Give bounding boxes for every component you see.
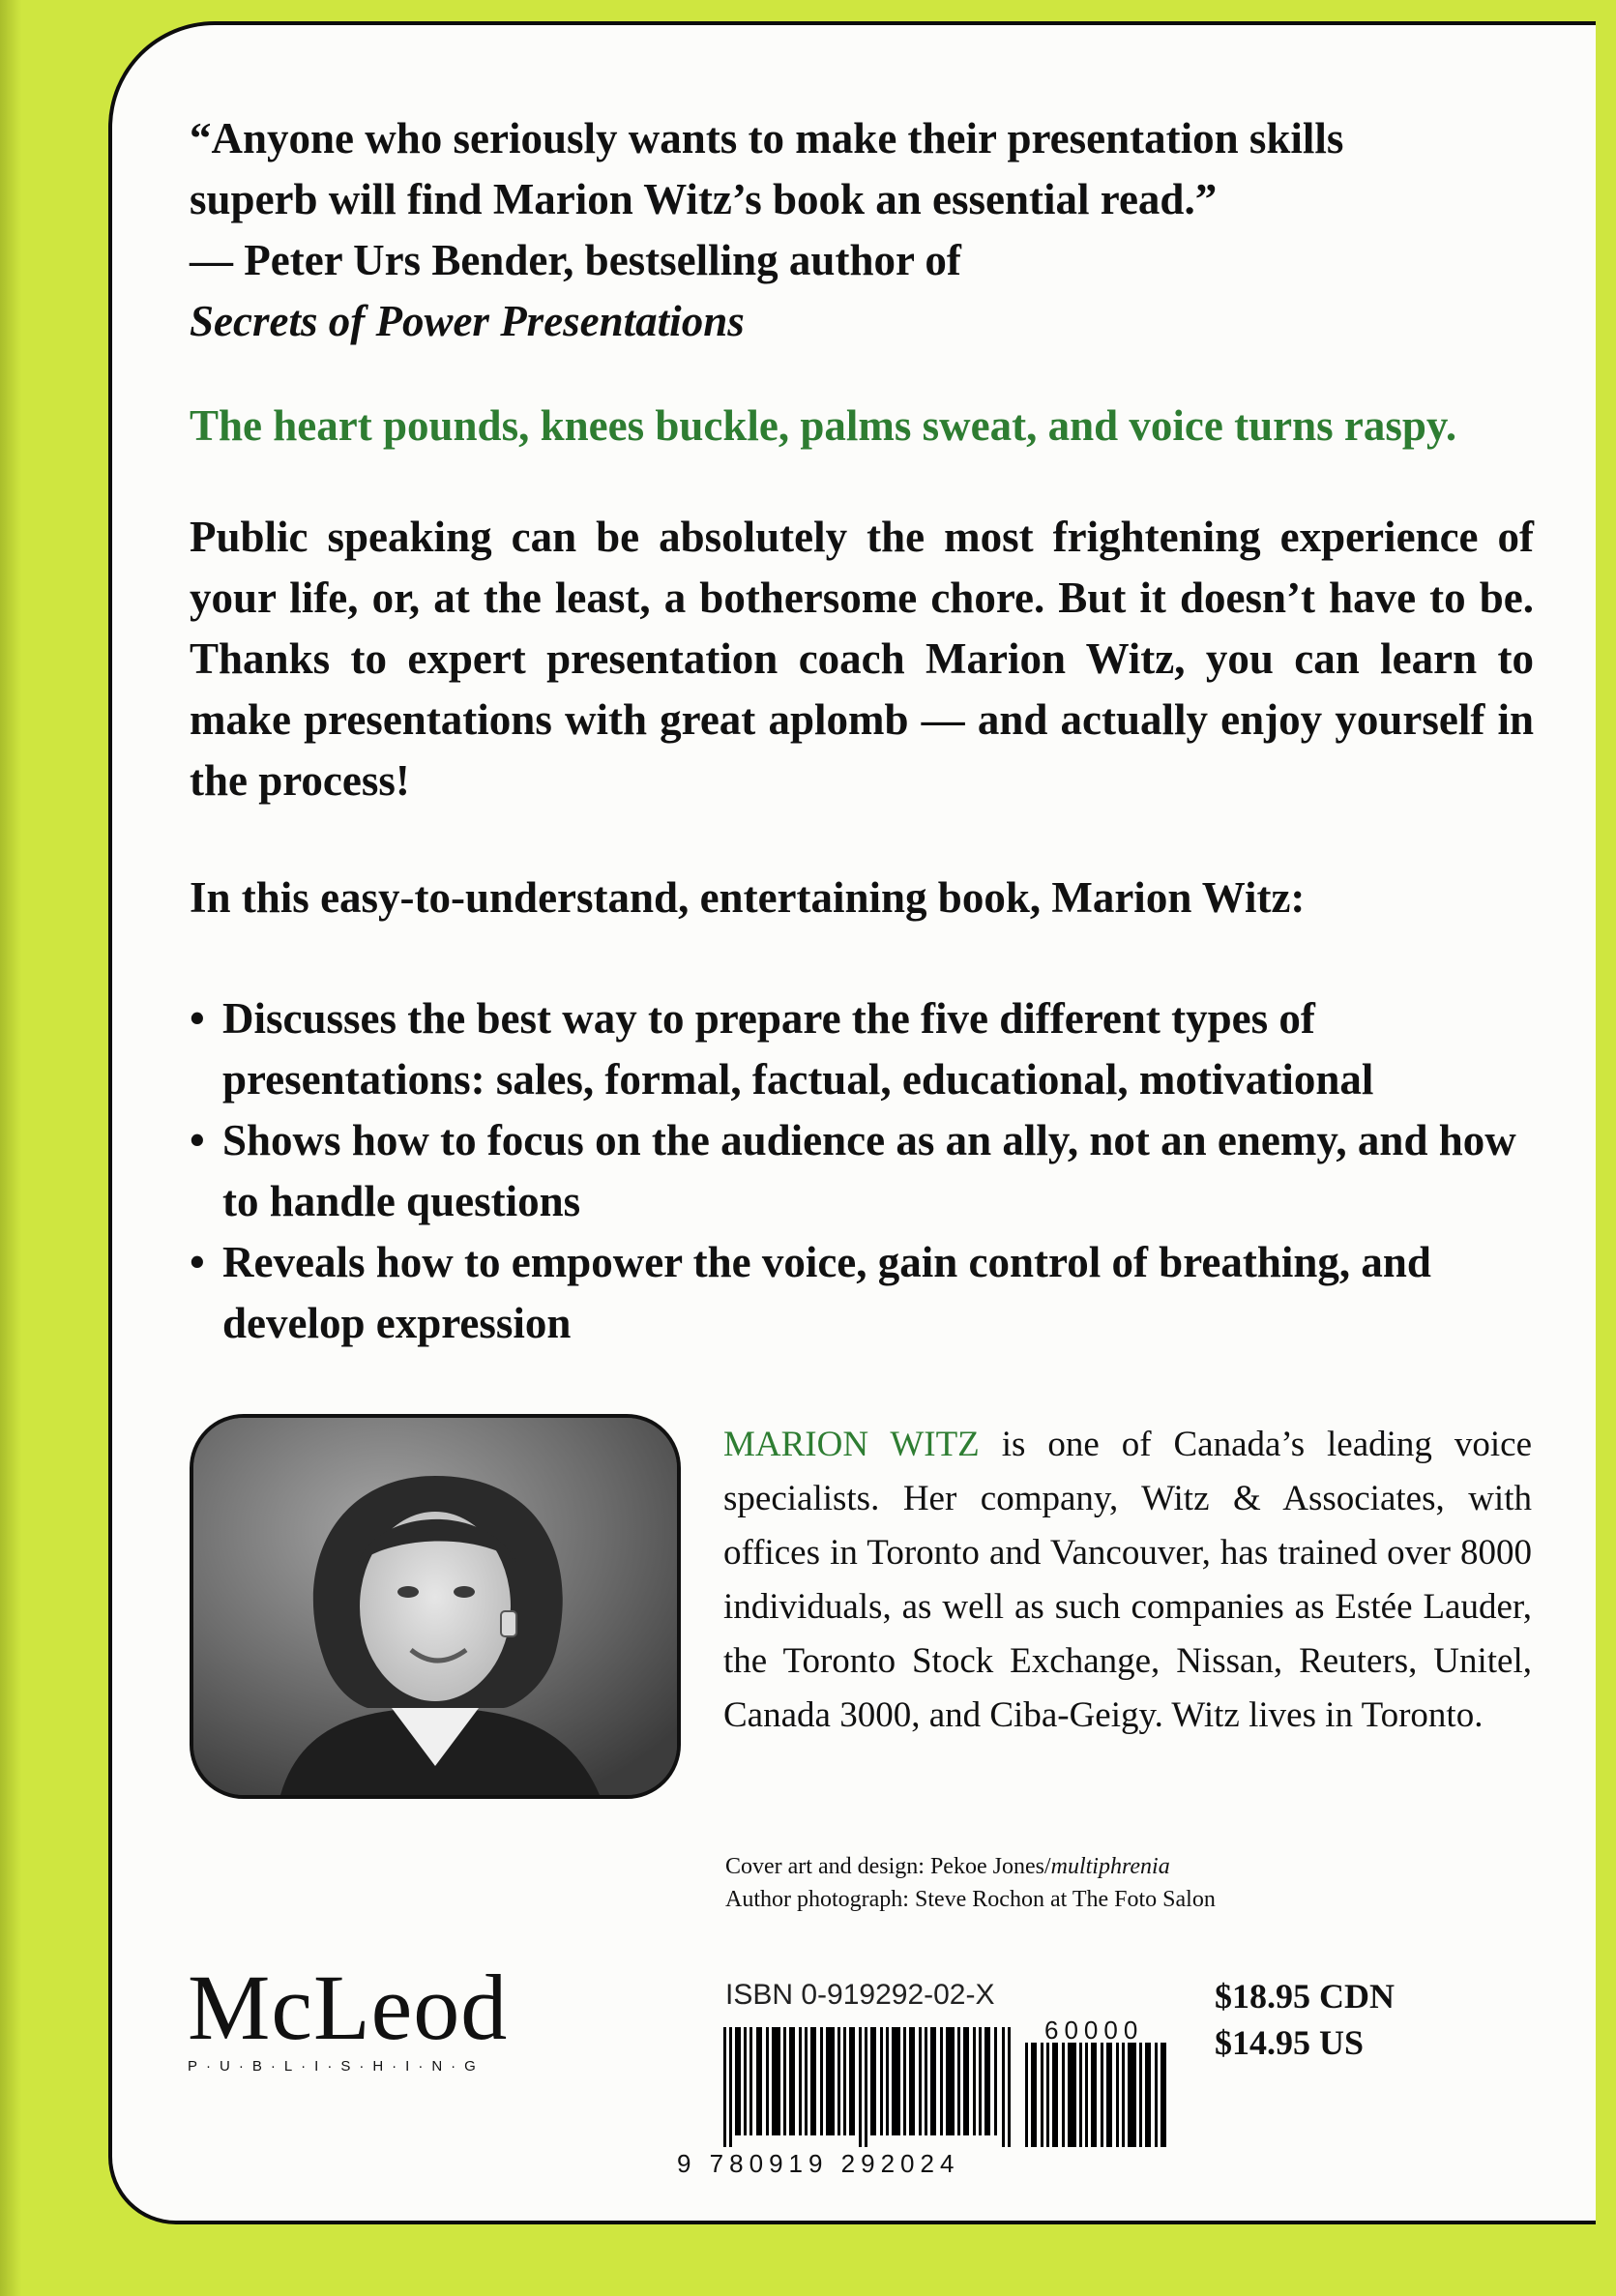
design-studio: multiphrenia bbox=[1050, 1854, 1170, 1879]
publisher-logo-wordmark: McLeod bbox=[188, 1956, 509, 2059]
price-block bbox=[1215, 1973, 1395, 2066]
addon-digits: 60000 bbox=[1044, 2016, 1144, 2045]
publisher-logo-subtitle: P·U·B·L·I·S·H·I·N·G bbox=[188, 2058, 485, 2075]
endorsement-quote bbox=[190, 108, 1524, 352]
feature-bullet: • Shows how to focus on the audience as an ally, not an enemy, and how to handle questions bbox=[190, 1110, 1543, 1232]
photo-credit: Author photograph: Steve Rochon at The Foto Salon bbox=[725, 1887, 1216, 1912]
author-portrait-illustration bbox=[193, 1418, 677, 1795]
author-bio-text: is one of Canada’s leading voice specialists. Her company, Witz & Associates, with offices in Toronto and Vancouver, has trained over 8000 individuals, as well as such companies as Estée Lauder, the Toronto Stock Exchange, Nissan, Reuters, Unitel, Canada 3000, and Ciba-Geigy. Witz lives in Toronto. bbox=[723, 1425, 1532, 1735]
publisher-logo bbox=[188, 1956, 536, 2075]
cover-edge-shadow bbox=[0, 0, 21, 2296]
quote-book-title: Secrets of Power Presentations bbox=[190, 297, 745, 345]
feature-bullet: • Discusses the best way to prepare the five different types of presentations: sales, formal, factual, educational, motivational bbox=[190, 988, 1543, 1110]
isbn-number: ISBN 0-919292-02-X bbox=[725, 1979, 995, 2011]
cover-credits bbox=[725, 1850, 1518, 1916]
price-us: $14.95 US bbox=[1215, 2023, 1365, 2062]
quote-attribution: — Peter Urs Bender, bestselling author of bbox=[190, 236, 961, 284]
intro-paragraph: Public speaking can be absolutely the most frightening experience of your life, or, at the least, a bothersome chore. But it doesn’t have to be. Thanks to expert presentation coach Marion Witz, you can learn to make presentations with great aplomb — and actually enjoy yourself in the process! bbox=[190, 513, 1534, 805]
author-bio bbox=[723, 1418, 1532, 1743]
bullet-lead-in: In this easy-to-understand, entertaining book, Marion Witz: bbox=[190, 873, 1306, 922]
author-name: MARION WITZ bbox=[723, 1425, 980, 1464]
feature-bullet-list bbox=[190, 988, 1543, 1354]
quote-line: “Anyone who seriously wants to make their presentation skills bbox=[190, 114, 1344, 162]
ean-digits: 9 780919 292024 bbox=[677, 2149, 960, 2178]
tagline: The heart pounds, knees buckle, palms sweat, and voice turns raspy. bbox=[190, 401, 1457, 450]
feature-bullet: • Reveals how to empower the voice, gain control of breathing, and develop expression bbox=[190, 1232, 1543, 1354]
design-credit-label: Cover art and design: Pekoe Jones/ bbox=[725, 1854, 1051, 1879]
price-cdn: $18.95 CDN bbox=[1215, 1977, 1395, 2016]
design-credit bbox=[725, 1850, 1518, 1883]
author-photo bbox=[190, 1414, 681, 1799]
price-addon-barcode bbox=[1025, 2043, 1168, 2147]
ean-barcode bbox=[723, 2027, 1014, 2147]
quote-line: superb will find Marion Witz’s book an essential read.” bbox=[190, 175, 1218, 223]
